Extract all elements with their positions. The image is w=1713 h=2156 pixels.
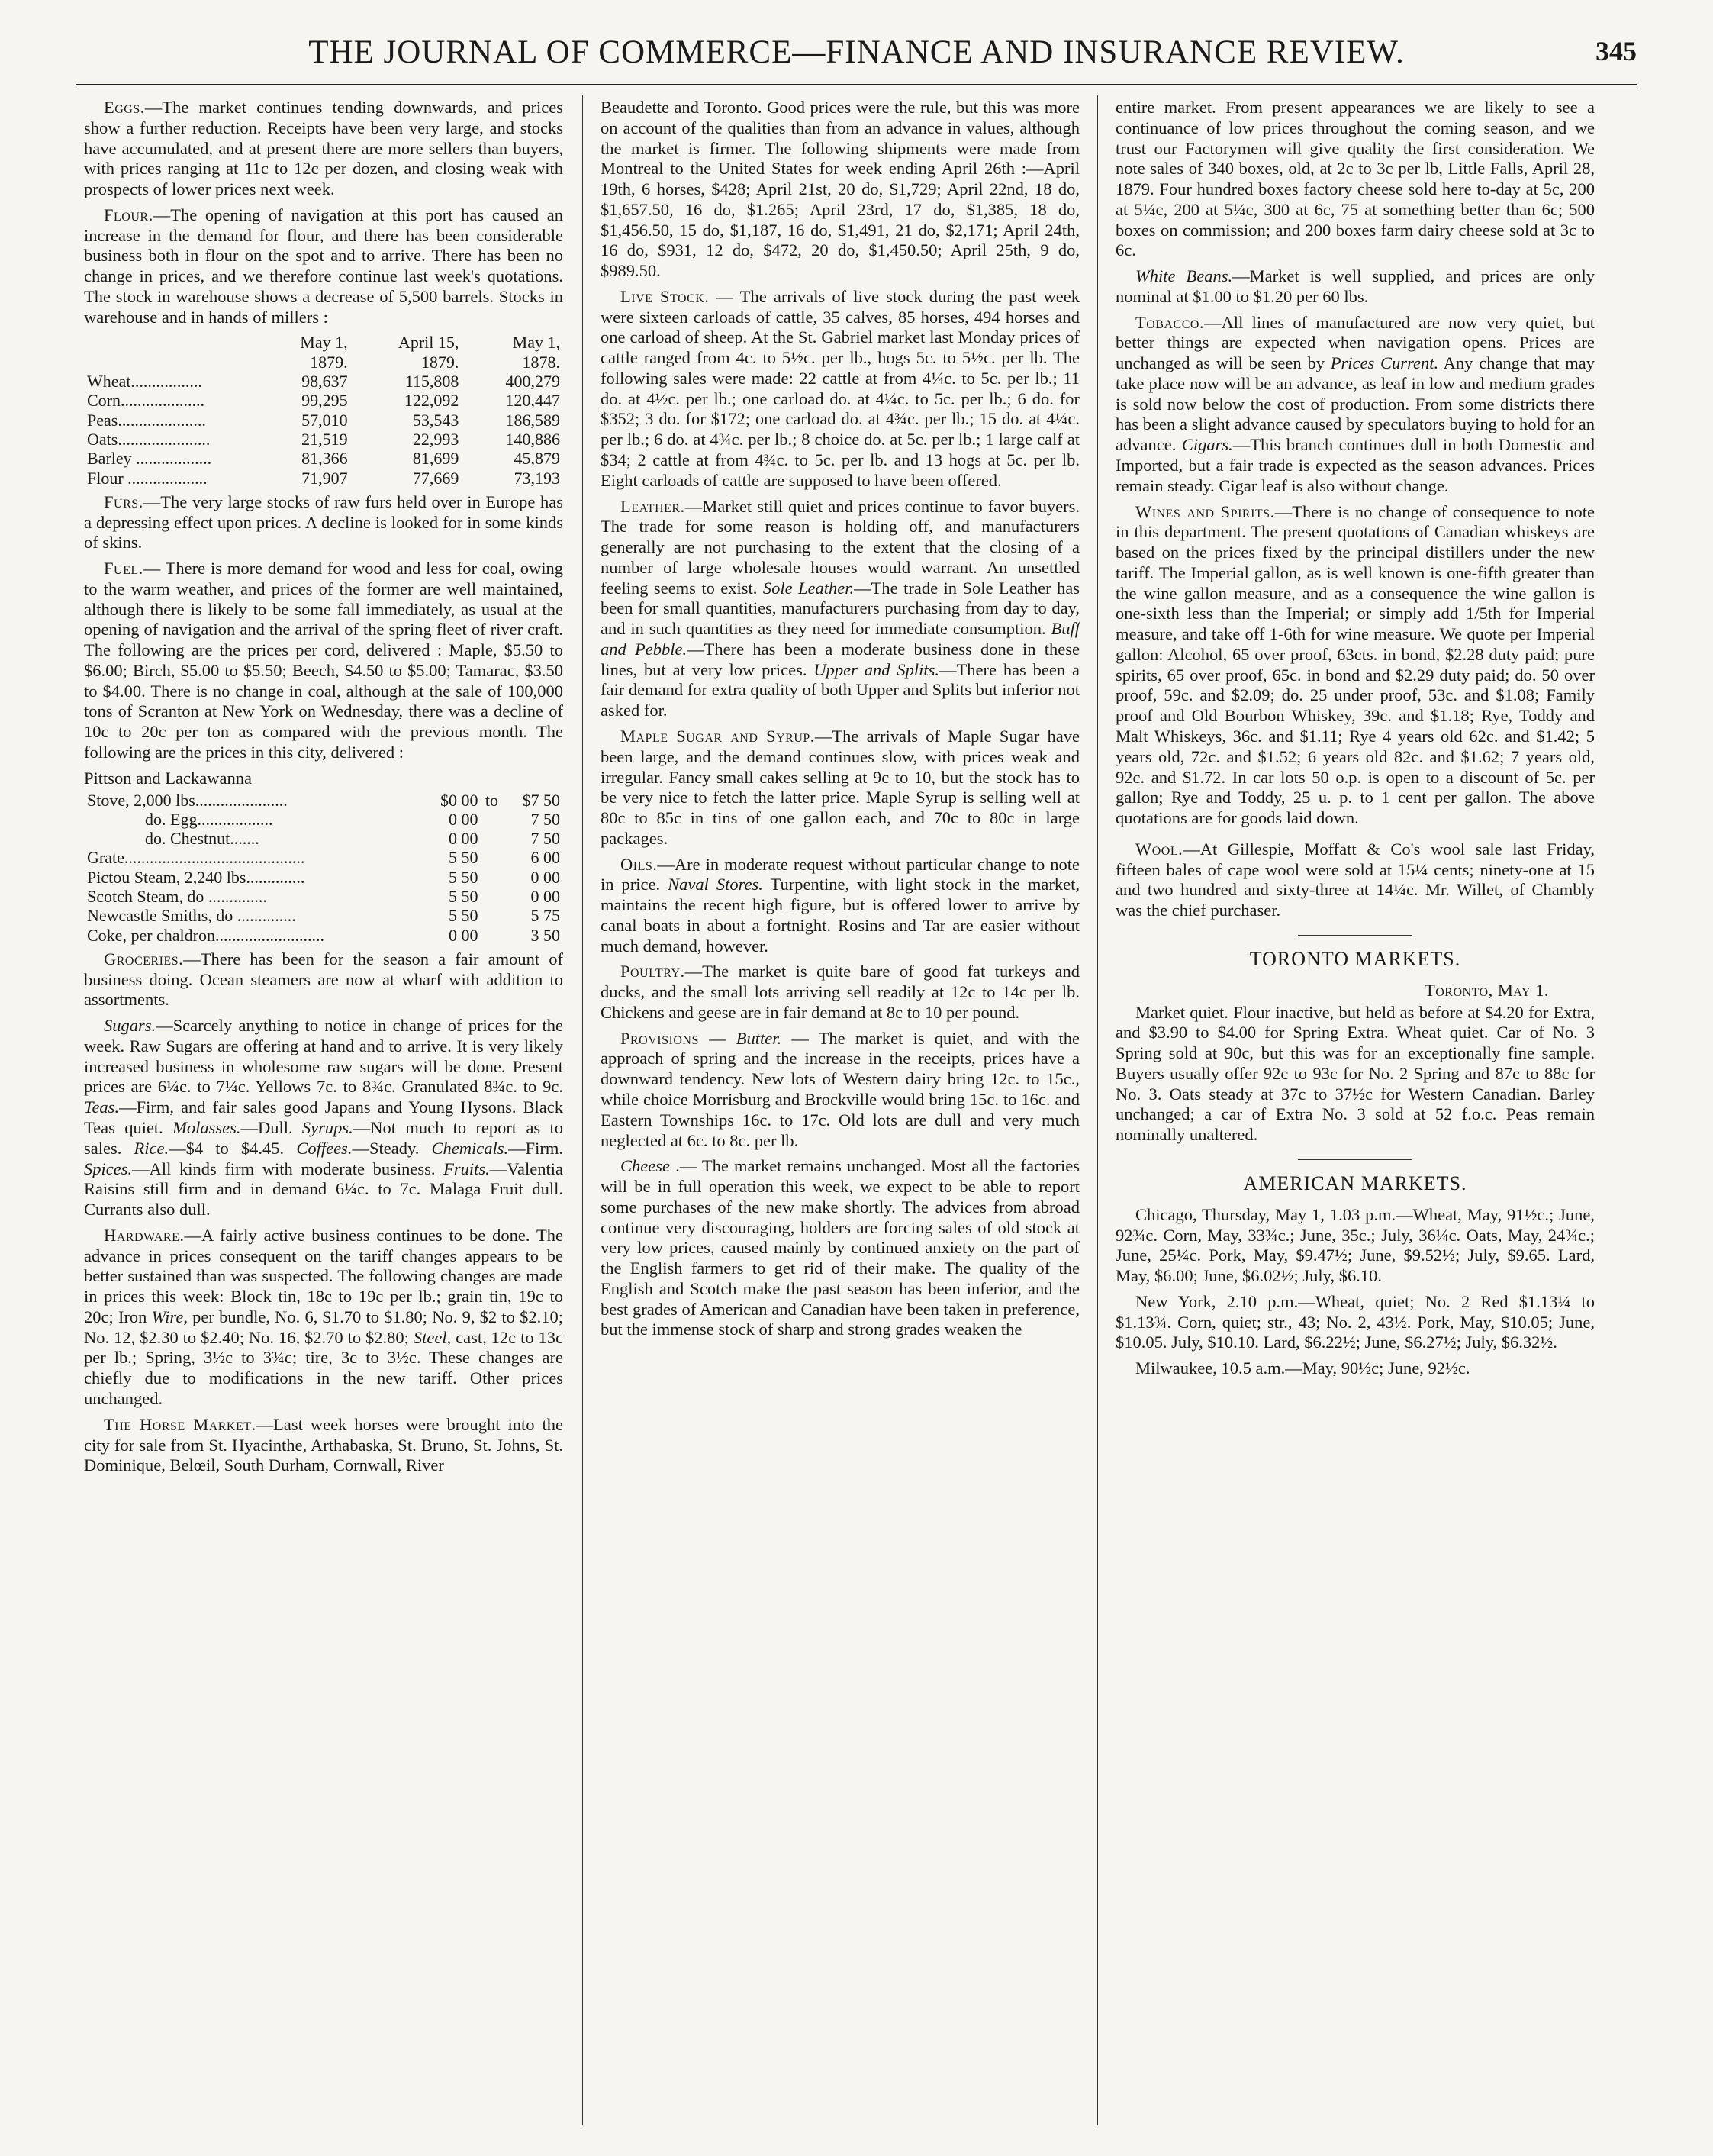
cheese-paragraph	[601, 1156, 1080, 1340]
grain-table-years	[84, 353, 563, 372]
eggs-label: Eggs.	[104, 98, 145, 117]
teas-text: —Firm, and fair sales good Japans and Young Hysons. Black Teas quiet.	[84, 1097, 563, 1138]
grain-name-cell: Oats......................	[87, 429, 211, 449]
table-row	[84, 469, 563, 488]
grain-year-cell: 1879.	[420, 352, 459, 372]
coal-to-cell	[481, 848, 502, 867]
milwaukee-paragraph: Milwaukee, 10.5 a.m.—May, 90½c; June, 92½c.	[1135, 1358, 1470, 1378]
table-row	[84, 430, 563, 449]
coal-name-cell: Grate...........................................	[87, 848, 305, 868]
tobacco-text: —All lines of manufactured are now very quiet, but better things are expected when navigation opens. Prices are unchanged as will be seen by	[1116, 312, 1595, 373]
wire-text: per bundle, No. 6, $1.70 to $1.80; No. 9, $2 to $2.10; No. 12, $2.30 to $2.40; No. 16, $2.70 to $2.80;	[84, 1307, 563, 1347]
leather-text: —Market still quiet and prices continue to favor buyers. The trade for some reason is holding off, and manufacturers generally are not purchasing to the extent that the closing of a number of large wholesale houses would warrant. An unsettled feeling seems to exist.	[601, 496, 1080, 598]
coal-price-cell: 0 00	[448, 829, 478, 849]
white-beans-paragraph	[1116, 266, 1595, 308]
coal-price-table	[84, 791, 563, 945]
live-stock-paragraph	[601, 287, 1080, 491]
sugars-text: —Scarcely anything to notice in change of prices for the week. Raw Sugars are offering at hand and to arrive. It is very likely increased business in wholesome raw sugars will be done. Present prices are 6¼c. to 7¼c. Yellows 7c. to 8¾c. Granulated 8¾c. to 9c.	[84, 1016, 563, 1097]
coal-heading: Pittson and Lackawanna	[84, 768, 252, 788]
provisions-text: — The market is quiet, and with the approach of spring and the increase in the receipts, prices have a downward tendency. New lots of Western dairy bring 12c. to 15c., while choice Morrisburg and Brockville would bring 15c. to 16c. and Eastern Townships 16c. to 17c. Old lots are dull and very much neglected at 6c. to 8c. per lb.	[601, 1028, 1080, 1150]
coal-price-cell: 5 50	[448, 848, 478, 868]
wire-label: Wire,	[151, 1307, 188, 1326]
grain-value-cell: 98,637	[301, 372, 348, 392]
hardware-label: Hardware.	[104, 1225, 185, 1245]
groceries-paragraph	[84, 949, 563, 1010]
tobacco-label: Tobacco.	[1135, 312, 1205, 332]
sole-leather-text: —The trade in Sole Leather has been for small quantities, manufacturers purchasing from day to day, and in such quantities as they need for immediate consumption.	[601, 578, 1080, 639]
live-stock-text: — The arrivals of live stock during the past week were sixteen carloads of cattle, 35 calves, 85 horses, 494 horses and one carload of sheep. At the St. Gabriel market last Monday prices of cattle ranged from 4c. to 5½c. per lb., hogs 5c. to 5½c. per lb. The following sales were made: 22 cattle at from 4¼c. to 5c. per lb.; 11 do. at 4½c. per lb.; one carload do. at 4¼c. to 5c. per lb.; 6 do. for $352; 3 do. for $172; one carload do. at 4¾c. per lb.; 15 do. at 4¼c. per lb.; 6 do. at 4¾c. per lb.; 8 choice do. at 5c. per lb.; 1 large calf at $34; 2 cattle at from 4¾c. to 5c. per lb. and 13 hogs at 5c. per lb. Eight carloads of cattle are supposed to have been offered.	[601, 286, 1080, 490]
wines-spirits-paragraph	[1116, 502, 1595, 829]
coal-to-cell	[481, 868, 502, 887]
hardware-paragraph	[84, 1226, 563, 1410]
grain-value-cell: 120,447	[505, 391, 560, 411]
grain-name-cell: Barley ..................	[87, 449, 212, 469]
cigars-label: Cigars.	[1181, 435, 1233, 455]
grain-stock-table	[84, 333, 563, 487]
sole-leather-label: Sole Leather.	[762, 578, 855, 598]
cheese-label: Cheese	[620, 1156, 670, 1176]
coffees-label: Coffees.	[296, 1138, 353, 1158]
grain-year-cell	[84, 353, 261, 372]
buff-pebble-label: Buff and Pebble.	[601, 619, 1080, 659]
flour-text: —The opening of navigation at this port has caused an increase in the demand for flour, and there has been considerable business both in flour on the spot and to arrive. There has been no change in prices, and we therefore continue last week's quotations. The stock in warehouse shows a decrease of 5,500 barrels. Stocks in warehouse and in hands of millers :	[84, 205, 563, 327]
naval-stores-text: Turpentine, with light stock in the market, maintains the recent high figure, but is offered lower to arrive by canal boats in about a fortnight. Rosins and Tar are easier without much demand, however.	[601, 875, 1080, 956]
coal-to-cell	[481, 810, 502, 829]
coal-name-cell: Stove, 2,000 lbs......................	[87, 790, 288, 810]
wines-spirits-text: —There is no change of consequence to note in this department. The present quotations of Canadian whiskeys are based on the prices fixed by the principal distillers under the new tariff. The Imperial gallon, as is well known is one-fifth greater than the wine gallon measure, and as a consequence the wine gallon is one-sixth less than the Imperial; or simply add 1/5th for Imperial measure, and take off 1-6th for wine measure. We quote per Imperial gallon: Alcohol, 65 over proof, 63cts. in bond, $2.28 duty paid; pure spirits, 65 over proof, 65c. in bond and $2.29 duty paid; do. 50 over proof, 59c. and $2.09; do. 25 under proof, 53c. and $1.08; Family proof and Old Bourbon Whiskey, 39c. and $1.18; Rye, Toddy and Malt Whiskeys, 36c. and $1.11; Rye 4 years old 62c. and $1.42; 5 years old, 72c. and $1.52; 6 years old 82c. and $1.62; 7 years old, 92c. and $1.72. In car lots 50 o.p. is open to a discount of 5c. per gallon; Rye and Toddy, 25 u. p. to 1 cent per gallon. The above quotations are for goods laid down.	[1116, 501, 1595, 828]
groceries-label: Groceries.	[104, 949, 184, 968]
furs-text: —The very large stocks of raw furs held over in Europe has a depressing effect upon prices. A decline is looked for in some kinds of skins.	[84, 491, 563, 553]
column-divider	[1097, 95, 1098, 2125]
grain-value-cell: 186,589	[505, 410, 560, 430]
poultry-paragraph	[601, 962, 1080, 1023]
horse-market-text: —Last week horses were brought into the city for sale from St. Hyacinthe, Arthabaska, St. Bruno, St. Johns, St. Dominique, Belœil, South Durham, Cornwall, River	[84, 1414, 563, 1475]
grain-value-cell: 53,543	[412, 410, 459, 430]
coal-price-cell: 3 50	[530, 925, 560, 945]
coal-price-cell: 5 50	[448, 867, 478, 887]
coal-to-cell	[481, 926, 502, 945]
naval-stores-label: Naval Stores.	[668, 875, 763, 894]
column-2	[601, 98, 1080, 2128]
fuel-paragraph	[84, 559, 563, 763]
grain-name-cell: Corn....................	[87, 391, 204, 411]
syrups-label: Syrups.	[301, 1118, 353, 1138]
coal-price-cell: 7 50	[530, 809, 560, 829]
rice-text: —$4 to $4.45.	[169, 1138, 285, 1158]
grain-value-cell: 122,092	[404, 391, 459, 411]
furs-paragraph	[84, 492, 563, 553]
flour-paragraph	[84, 205, 563, 328]
grain-value-cell: 81,366	[301, 449, 348, 469]
tobacco-paragraph	[1116, 313, 1595, 497]
prices-current-label: Prices Current.	[1330, 353, 1439, 373]
grain-value-cell: 57,010	[301, 410, 348, 430]
grain-header-cell: April 15,	[398, 333, 459, 353]
grain-value-cell: 21,519	[301, 429, 348, 449]
table-row	[84, 829, 563, 848]
table-row	[84, 906, 563, 925]
coal-name-cell: do. Chestnut.......	[145, 829, 259, 849]
header-rule	[76, 84, 1637, 85]
coal-price-cell: 5 50	[448, 906, 478, 926]
wines-spirits-label: Wines and Spirits.	[1135, 501, 1275, 521]
eggs-text: —The market continues tending downwards, and prices show a further reduction. Receipts have been very large, and stocks have accumulated, and at present there are more sellers than buyers, with prices ranging at 11c to 12c per dozen, and closing weak with prospects of lower prices next week.	[84, 98, 563, 199]
steel-text: cast, 12c to 13c per lb.; Spring, 3½c to 3¾c; tire, 3c to 3½c. These changes are chiefly due to modifications in the new tariff. Other prices unchanged.	[84, 1327, 563, 1408]
fuel-label: Fuel.	[104, 559, 143, 578]
grain-year-cell: 1879.	[310, 352, 348, 372]
steel-label: Steel,	[413, 1327, 452, 1347]
grain-table-header	[84, 333, 563, 352]
section-rule	[1298, 1159, 1412, 1160]
table-row	[84, 411, 563, 430]
hardware-text: —A fairly active business continues to be done. The advance in prices consequent on the tariff changes appears to be better sustained than was suspected. The following changes are made in prices this week: Block tin, 18c to 19c per lb.; grain tin, 19c to 20c; Iron	[84, 1225, 563, 1326]
oils-label: Oils.	[620, 854, 658, 874]
sugars-paragraph	[84, 1016, 563, 1220]
coal-name-cell: Newcastle Smiths, do ..............	[87, 906, 296, 926]
grain-name-cell: Flour ...................	[87, 468, 208, 488]
leather-label: Leather.	[620, 496, 685, 516]
coal-to-cell	[481, 887, 502, 906]
upper-splits-text: —There has been a fair demand for extra quality of both Upper and Splits but inferior not asked for.	[601, 659, 1080, 720]
white-beans-text: —Market is well supplied, and prices are only nominal at $1.00 to $1.20 per 60 lbs.	[1116, 266, 1595, 306]
table-row	[84, 791, 563, 810]
coal-name-cell: Coke, per chaldron..........................	[87, 925, 324, 945]
section-rule	[1298, 935, 1412, 936]
coal-price-cell: $0 00	[440, 790, 478, 810]
poultry-text: —The market is quite bare of good fat turkeys and ducks, and the small lots arriving sell readily at 12c to 14c per lb. Chickens and geese are in fair demand at 8c to 10 per pound.	[601, 962, 1080, 1022]
live-stock-label: Live Stock.	[620, 286, 710, 306]
coal-price-cell: 0 00	[448, 925, 478, 945]
column-divider	[582, 95, 583, 2125]
grain-header-cell	[84, 333, 261, 352]
grain-header-cell: May 1,	[300, 333, 348, 353]
page-number: 345	[1595, 36, 1637, 66]
horse-market-continued: Beaudette and Toronto. Good prices were the rule, but this was more on account of the qualities than from an advance in values, although the market is firmer. The following shipments were made from Montreal to the United States for week ending April 26th :—April 19th, 6 horses, $428; April 21st, 20 do, $1,729; April 22nd, 18 do, $1,657.50, 16 do, $1.265; April 23rd, 17 do, $1,385, 18 do, $1,456.50, 15 do, $1,187, 16 do, $1,491, 21 do, $2,171; April 24th, 16 do, $931, 12 do, $472, 20 do, $1,450.50; April 25th, 9 do, $989.50.	[601, 98, 1080, 281]
american-markets-heading: AMERICAN MARKETS.	[1243, 1171, 1467, 1194]
upper-splits-label: Upper and Splits.	[813, 659, 939, 679]
grain-value-cell: 22,993	[412, 429, 459, 449]
tobacco-text-2: Any change that may take place now will be an advance, as leaf in low and medium grades is sold now below the cost of production. From some districts there has been a slight advance caused by speculators buying to hold for an advance.	[1116, 353, 1595, 455]
leather-paragraph	[601, 497, 1080, 721]
coal-name-cell: do. Egg..................	[145, 809, 273, 829]
groceries-text: —There has been for the season a fair amount of business doing. Ocean steamers are now at wharf with addition to assortments.	[84, 949, 563, 1010]
grain-name-cell: Peas.....................	[87, 410, 206, 430]
grain-header-cell: May 1,	[512, 333, 560, 353]
grain-year-cell: 1878.	[522, 352, 560, 372]
cheese-text: .— The market remains unchanged. Most all the factories will be in full operation this week, we expect to be able to report some purchases of the new make shortly. The advices from abroad continue very discouraging, holders are forcing sales of old stock at very low prices, caused mainly by continued anxiety on the part of the English farmers to get rid of their make. The quality of the English and Scotch make the past season has been inferior, and the best grades of American and Canadian have been taken in preference, but the immense stock of sharp and strong grades weaken the	[601, 1156, 1080, 1339]
chicago-paragraph: Chicago, Thursday, May 1, 1.03 p.m.—Wheat, May, 91½c.; June, 92¾c. Corn, May, 33¾c.; June, 35c.; July, 36¼c. Oats, May, 24¾c.; June, 25¼c. Pork, May, $9.47½; June, $9.52½; July, $9.65. Lard, May, $6.00; June, $6.02½; July, $6.10.	[1116, 1204, 1595, 1286]
coal-price-cell: 7 50	[530, 829, 560, 849]
teas-label: Teas.	[84, 1097, 120, 1117]
oils-paragraph	[601, 855, 1080, 957]
maple-label: Maple Sugar and Syrup.	[620, 726, 815, 746]
wool-label: Wool.	[1135, 839, 1183, 859]
coal-price-cell: 5 50	[448, 887, 478, 906]
fuel-text: — There is more demand for wood and less for coal, owing to the warm weather, and prices of the former are well maintained, although there is likely to be some fall immediately, as usual at the opening of navigation and the arrival of the spring fleet of river craft. The following are the prices per cord, delivered : Maple, $5.50 to $6.00; Birch, $5.00 to $5.50; Beech, $4.50 to $5.00; Tamarac, $3.50 to $4.00. There is no change in coal, although at the sale of 100,000 tons of Scranton at New York on Wednesday, there was a decline of 10c to 20c per ton as compared with the previous month. The following are the prices in this city, delivered :	[84, 559, 563, 762]
column-1	[84, 98, 563, 2128]
chemicals-text: —Firm.	[508, 1138, 563, 1158]
toronto-dateline: Toronto, May 1.	[1424, 980, 1549, 1000]
journal-title: THE JOURNAL OF COMMERCE—FINANCE AND INSURANCE REVIEW.	[308, 34, 1405, 70]
horse-market-label: The Horse Market.	[104, 1414, 256, 1434]
table-row	[84, 887, 563, 906]
toronto-markets-heading: TORONTO MARKETS.	[1249, 947, 1461, 970]
white-beans-label: White Beans.	[1135, 266, 1233, 286]
coffees-text: —Steady.	[352, 1138, 420, 1158]
flour-label: Flour.	[104, 205, 153, 224]
toronto-markets-text: Market quiet. Flour inactive, but held as before at $4.20 for Extra, and $3.90 to $4.00 for Spring Extra. Wheat quiet. Car of No. 3 Spring sold at 90c, but this was for an exceptionally fine sample. Buyers usually offer 92c to 93c for No. 2 Spring and 87c to 88c for No. 3. Oats steady at 37c to 37½c for Western Canadian. Barley unchanged; a car of Extra No. 3 sold at 52 f.o.c. Peas remain nominally unaltered.	[1116, 1002, 1595, 1145]
coal-name-cell: Scotch Steam, do ..............	[87, 887, 267, 906]
coal-price-cell: $7 50	[522, 790, 560, 810]
syrups-text: —Not much to report as to sales.	[84, 1118, 563, 1158]
poultry-label: Poultry.	[620, 962, 685, 981]
oils-text: —Are in moderate request without particular change to note in price.	[601, 854, 1080, 894]
coal-to-cell	[481, 906, 502, 925]
new-york-paragraph: New York, 2.10 p.m.—Wheat, quiet; No. 2 Red $1.13¼ to $1.13¾. Corn, quiet; str., 43; No. 2, 43½. Pork, May, $10.05; June, $10.05. July, $10.10. Lard, $6.22½; June, $6.27½; July, $6.32½.	[1116, 1291, 1595, 1352]
grain-value-cell: 45,879	[514, 449, 560, 469]
eggs-paragraph	[84, 98, 563, 200]
chemicals-label: Chemicals.	[431, 1138, 509, 1158]
grain-value-cell: 73,193	[514, 468, 560, 488]
table-row	[84, 848, 563, 867]
coal-to-cell	[481, 829, 502, 848]
grain-value-cell: 77,669	[412, 468, 459, 488]
rice-label: Rice.	[134, 1138, 169, 1158]
coal-name-cell: Pictou Steam, 2,240 lbs..............	[87, 867, 305, 887]
table-row	[84, 449, 563, 468]
spices-text: —All kinds firm with moderate business.	[132, 1159, 436, 1178]
fruits-text: —Valentia Raisins still firm and in demand 6¼c. to 7c. Malaga Fruit dull. Currants also dull.	[84, 1159, 563, 1220]
table-row	[84, 868, 563, 887]
cheese-continued: entire market. From present appearances we are likely to see a continuance of low prices throughout the coming season, and we trust our Factorymen will give quality the first consideration. We note sales of 340 boxes, old, at 2c to 3c per lb, Little Falls, April 28, 1879. Four hundred boxes factory cheese sold here to-day at 5c, 200 at 5¼c, 200 at 5¼c, 300 at 6c, 75 at something better than 6c; 500 boxes on commission; and 200 boxes farm dairy cheese sold at 3c to 6c.	[1116, 98, 1595, 260]
coal-price-cell: 6 00	[530, 848, 560, 868]
grain-name-cell: Wheat.................	[87, 372, 202, 392]
coal-price-cell: 0 00	[530, 887, 560, 906]
grain-value-cell: 400,279	[505, 372, 560, 392]
buff-pebble-text: —There has been a moderate business done in these lines, but at very low prices.	[601, 639, 1080, 679]
wool-text: —At Gillespie, Moffatt & Co's wool sale last Friday, fifteen bales of cape wool were sold at 15¼ cents; ninety-one at 15 and two hundred and sixty-three at 14¼c. Mr. Willet, of Chambly was the chief purchaser.	[1116, 839, 1595, 920]
page-header	[76, 31, 1637, 76]
provisions-paragraph: Provisions — Butter. — The market is quiet, and with the approach of spring and the increase in the receipts, prices have a downward tendency. New lots of Western dairy bring 12c. to 15c., while choice Morrisburg and Brockville would bring 15c. to 16c. and Eastern Townships 16c. to 17c. Old lots are dull and very much neglected at 6c. to 8c. per lb.	[601, 1028, 1080, 1150]
grain-value-cell: 71,907	[301, 468, 348, 488]
table-row	[84, 391, 563, 410]
spices-label: Spices.	[84, 1159, 133, 1178]
grain-value-cell: 81,699	[412, 449, 459, 469]
fruits-label: Fruits.	[443, 1159, 490, 1178]
cigars-text: —This branch continues dull in both Domestic and Imported, but a fair trade is expected as the season advances. Prices remain steady. Cigar leaf is also without change.	[1116, 435, 1595, 495]
sugars-label: Sugars.	[104, 1016, 156, 1036]
furs-label: Furs.	[104, 491, 143, 511]
coal-price-cell: 0 00	[448, 809, 478, 829]
column-3	[1116, 98, 1595, 2128]
grain-value-cell: 115,808	[404, 372, 459, 392]
wool-paragraph	[1116, 840, 1595, 921]
horse-market-paragraph	[84, 1415, 563, 1476]
molasses-text: —Dull.	[240, 1118, 293, 1138]
grain-value-cell: 99,295	[301, 391, 348, 411]
table-row	[84, 926, 563, 945]
maple-text: —The arrivals of Maple Sugar have been large, and the demand continues slow, with prices weak and irregular. Fancy small cakes selling at 9c to 10, but the stock has to be very nice to fetch the latter price. Maple Syrup is selling well at 80c to 85c in tins of one gallon each, and 70c to 80c in large packages.	[601, 726, 1080, 848]
molasses-label: Molasses.	[172, 1118, 241, 1138]
provisions-label: Provisions	[620, 1028, 699, 1048]
coal-price-cell: 0 00	[530, 867, 560, 887]
maple-paragraph	[601, 727, 1080, 849]
coal-price-cell: 5 75	[530, 906, 560, 926]
coal-to-cell: to	[485, 790, 499, 810]
butter-label: Butter.	[736, 1028, 782, 1048]
table-row	[84, 810, 563, 829]
grain-value-cell: 140,886	[505, 429, 560, 449]
table-row	[84, 372, 563, 391]
